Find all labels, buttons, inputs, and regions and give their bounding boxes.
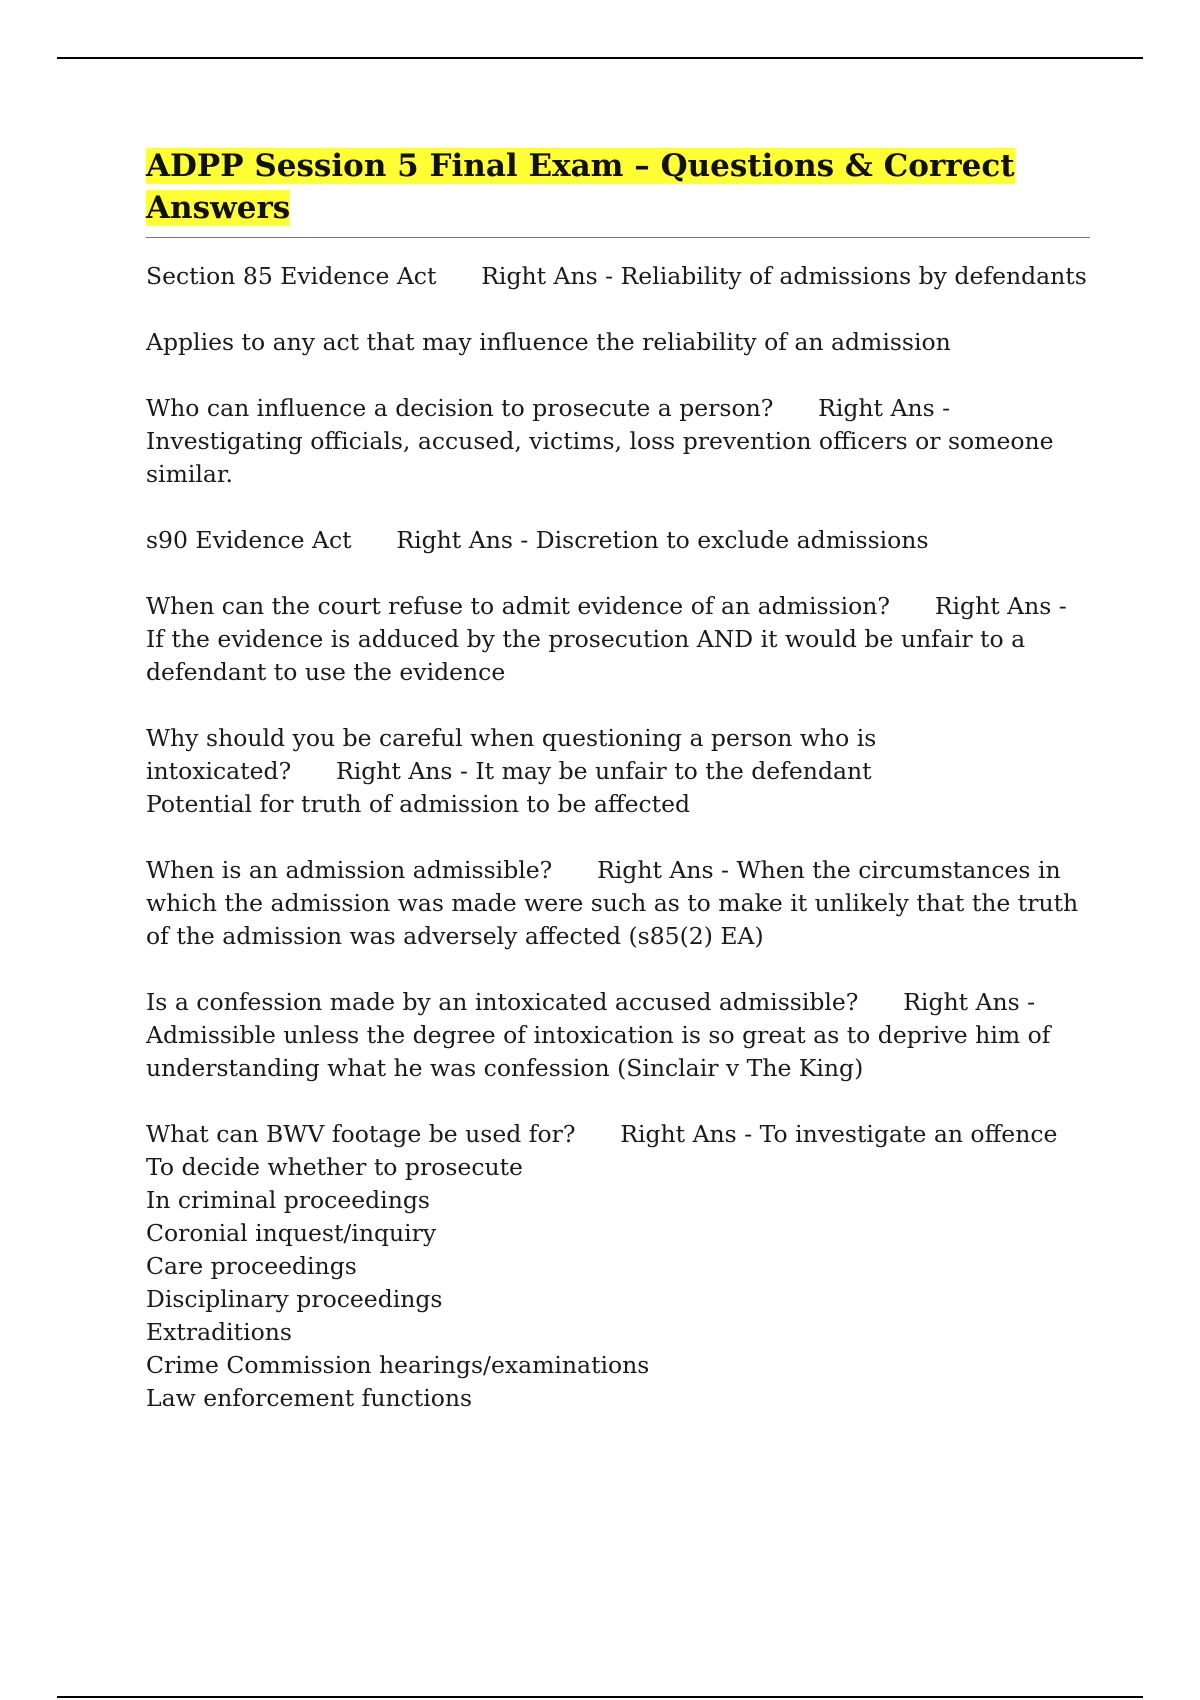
answer-extra-line: Extraditions: [146, 1318, 292, 1346]
question-text: When is an admission admissible?: [146, 856, 553, 884]
qa-note: [146, 326, 1090, 359]
answer-extra-line: To decide whether to prosecute: [146, 1153, 523, 1181]
question-text: Who can influence a decision to prosecute a person?: [146, 394, 774, 422]
answer-extra-line: Care proceedings: [146, 1252, 357, 1280]
question-text: What can BWV footage be used for?: [146, 1120, 576, 1148]
qa-item: [146, 854, 1090, 953]
answer-prefix: Right Ans -: [396, 526, 536, 554]
question-text: s90 Evidence Act: [146, 526, 352, 554]
answer-text: Reliability of admissions by defendants: [620, 262, 1087, 290]
question-text: Is a confession made by an intoxicated accused admissible?: [146, 988, 859, 1016]
answer-text: When the circumstances in which the admission was made were such as to make it unlikely that the truth of the admission was adversely affected (s85(2) EA): [146, 856, 1086, 950]
answer-prefix: Right Ans -: [597, 856, 737, 884]
answer-prefix: Right Ans -: [818, 394, 958, 422]
qa-item: [146, 1118, 1090, 1415]
question-text: Section 85 Evidence Act: [146, 262, 437, 290]
answer-extra-line: Coronial inquest/inquiry: [146, 1219, 437, 1247]
qa-item: [146, 260, 1090, 293]
answer-text: Discretion to exclude admissions: [535, 526, 929, 554]
qa-item: [146, 986, 1090, 1085]
answer-text: If the evidence is adduced by the prosecution AND it would be unfair to a defendant to use the evidence: [146, 625, 1033, 686]
document-title: [146, 145, 1090, 229]
answer-text: Investigating officials, accused, victims, loss prevention officers or someone similar.: [146, 427, 1062, 488]
answer-extra-line: Law enforcement functions: [146, 1384, 473, 1412]
question-text: When can the court refuse to admit evidence of an admission?: [146, 592, 890, 620]
answer-extra-line: Disciplinary proceedings: [146, 1285, 443, 1313]
question-text: Why should you be careful when questioning a person who is intoxicated?: [146, 724, 884, 785]
answer-prefix: Right Ans -: [903, 988, 1043, 1016]
answer-text: Admissible unless the degree of intoxication is so great as to deprive him of understanding what he was confession (Sinclair v The King): [146, 1021, 1058, 1082]
title-highlight: ADPP Session 5 Final Exam – Questions & Correct Answers: [146, 148, 1015, 226]
answer-extra-line: Crime Commission hearings/examinations: [146, 1351, 650, 1379]
answer-text: It may be unfair to the defendant: [475, 757, 872, 785]
answer-prefix: Right Ans -: [336, 757, 476, 785]
answer-prefix: Right Ans -: [620, 1120, 760, 1148]
answer-extra-line: In criminal proceedings: [146, 1186, 430, 1214]
header-rule: [57, 57, 1143, 59]
qa-item: [146, 392, 1090, 491]
qa-item: [146, 524, 1090, 557]
answer-extra-line: Potential for truth of admission to be affected: [146, 790, 691, 818]
qa-item: [146, 722, 1090, 821]
qa-item: [146, 590, 1090, 689]
answer-prefix: Right Ans -: [934, 592, 1075, 620]
document-body: [146, 145, 1090, 1448]
note-text: Applies to any act that may influence the reliability of an admission: [146, 328, 951, 356]
footer-rule: [57, 1696, 1143, 1698]
title-block: [146, 145, 1090, 238]
answer-text: To investigate an offence: [759, 1120, 1058, 1148]
answer-prefix: Right Ans -: [481, 262, 621, 290]
